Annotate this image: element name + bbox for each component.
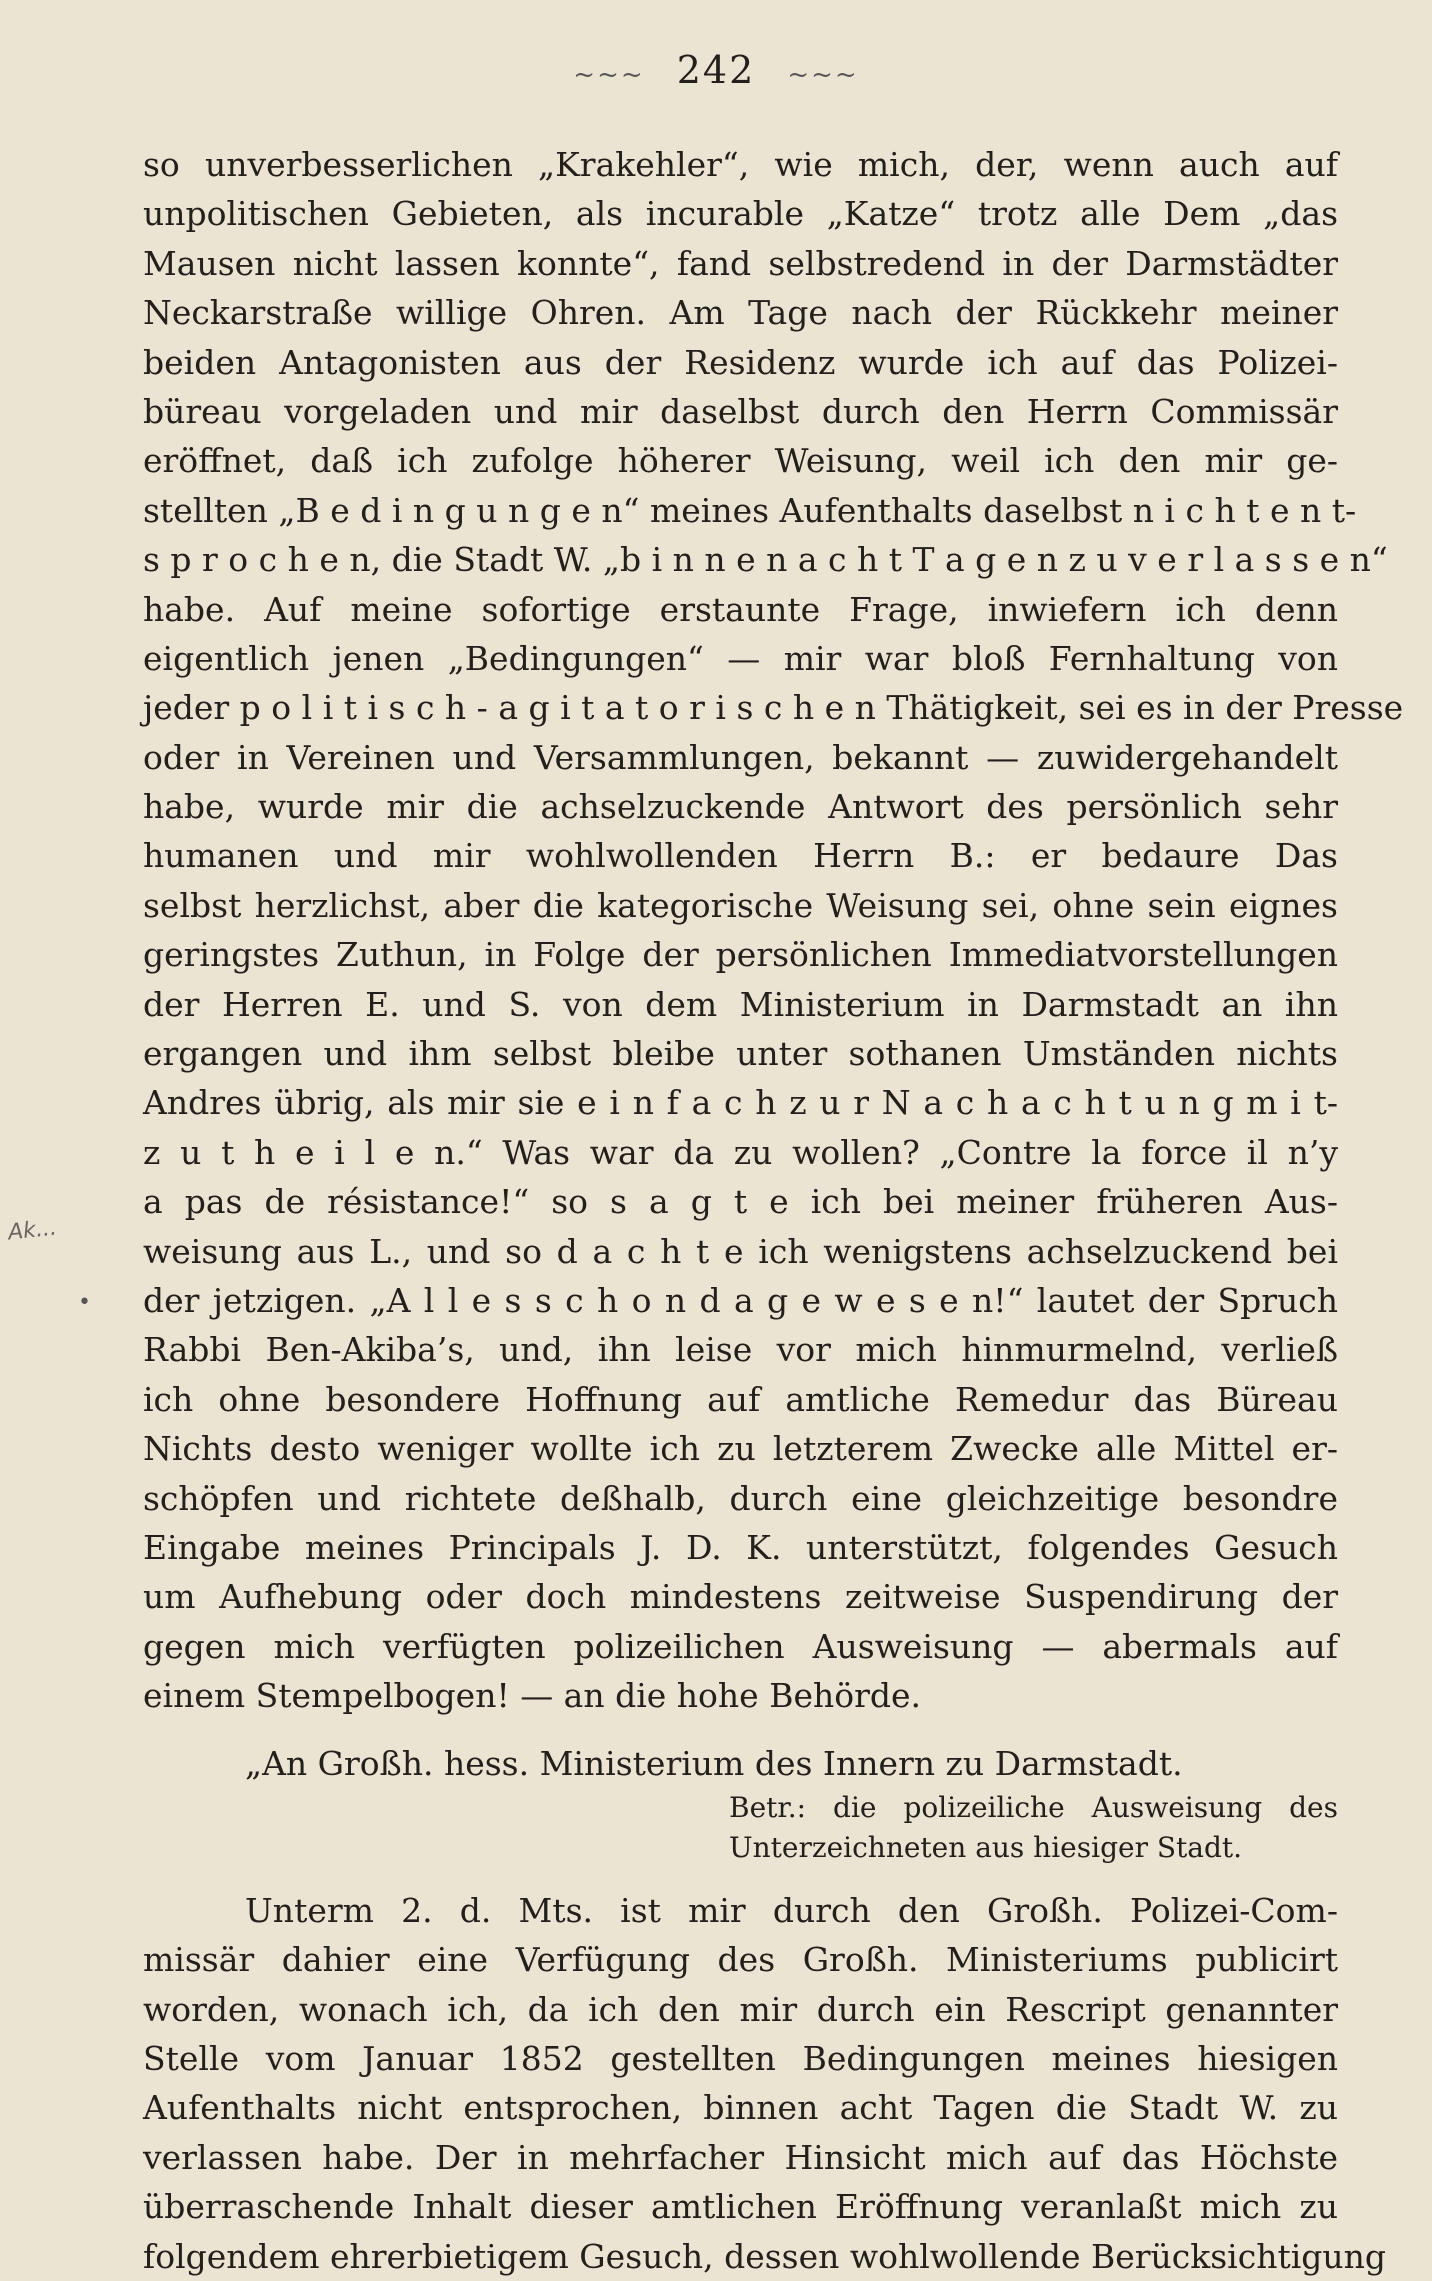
text-line: Andres übrig, als mir sie e i n f a c h z u r N a c h a c h t u n g m i t- xyxy=(143,1083,1338,1123)
text-line: Unterm 2. d. Mts. ist mir durch den Großh. Polizei-Com- xyxy=(245,1890,1338,1930)
text-line: einem Stempelbogen! — an die hohe Behörde. xyxy=(143,1676,922,1716)
text-line: Eingabe meines Principals J. D. K. unterstützt, folgendes Gesuch xyxy=(143,1527,1338,1567)
text-line: verlassen habe. Der in mehrfacher Hinsicht mich auf das Höchste xyxy=(143,2137,1338,2177)
letter-address: „An Großh. hess. Ministerium des Innern zu Darmstadt. xyxy=(245,1743,1183,1783)
subject-line: Unterzeichneten aus hiesiger Stadt. xyxy=(729,1830,1243,1864)
text-line: Stelle vom Januar 1852 gestellten Bedingungen meines hiesigen xyxy=(143,2039,1338,2079)
text-line: stellten „B e d i n g u n g e n“ meines Aufenthalts daselbst n i c h t e n t- xyxy=(143,490,1357,530)
text-line: eigentlich jenen „Bedingungen“ — mir war bloß Fernhaltung von xyxy=(143,638,1338,678)
text-line: der jetzigen. „A l l e s s c h o n d a g e w e s e n!“ lautet der Spruch xyxy=(143,1280,1338,1320)
text-line: eröffnet, daß ich zufolge höherer Weisung, weil ich den mir ge- xyxy=(143,441,1338,481)
text-line: folgendem ehrerbietigem Gesuch, dessen wohlwollende Berücksichtigung xyxy=(143,2236,1387,2276)
text-line: missär dahier eine Verfügung des Großh. Ministeriums publicirt xyxy=(143,1940,1338,1980)
text-line: s p r o c h e n, die Stadt W. „b i n n e n a c h t T a g e n z u v e r l a s s e n“ xyxy=(143,540,1388,580)
text-line: ergangen und ihm selbst bleibe unter sothanen Umständen nichts xyxy=(143,1034,1338,1074)
paragraph-2 xyxy=(143,1886,1387,2281)
text-line: um Aufhebung oder doch mindestens zeitweise Suspendirung der xyxy=(143,1577,1338,1617)
page-header xyxy=(0,48,1432,92)
text-line: ich ohne besondere Hoffnung auf amtliche Remedur das Büreau xyxy=(143,1379,1338,1419)
text-line: schöpfen und richtete deßhalb, durch eine gleichzeitige besondre xyxy=(143,1478,1338,1518)
header-ornament-right: ~~~ xyxy=(787,60,859,90)
text-line: jeder p o l i t i s c h - a g i t a t o r i s c h e n Thätigkeit, sei es in der Presse xyxy=(143,688,1404,728)
text-line: habe, wurde mir die achselzuckende Antwort des persönlich sehr xyxy=(143,787,1338,827)
text-line: der Herren E. und S. von dem Ministerium in Darmstadt an ihn xyxy=(143,984,1338,1024)
text-line: büreau vorgeladen und mir daselbst durch den Herrn Commissär xyxy=(143,391,1338,431)
text-line: Nichts desto weniger wollte ich zu letzterem Zwecke alle Mittel er- xyxy=(143,1429,1338,1469)
text-line: gegen mich verfügten polizeilichen Ausweisung — abermals auf xyxy=(143,1626,1338,1666)
text-line: habe. Auf meine sofortige erstaunte Frage, inwiefern ich denn xyxy=(143,589,1338,629)
text-line: geringstes Zuthun, in Folge der persönlichen Immediatvorstellungen xyxy=(143,935,1338,975)
page-body xyxy=(143,140,1404,2281)
header-ornament-left: ~~~ xyxy=(573,60,645,90)
margin-mark: • xyxy=(78,1290,91,1315)
letter-subject xyxy=(143,1788,1338,1868)
page-number: 242 xyxy=(676,48,756,92)
text-line: überraschende Inhalt dieser amtlichen Eröffnung veranlaßt mich zu xyxy=(143,2187,1338,2227)
text-line: so unverbesserlichen „Krakehler“, wie mich, der, wenn auch auf xyxy=(143,145,1338,184)
text-line: Mausen nicht lassen konnte“, fand selbstredend in der Darmstädter xyxy=(143,243,1338,283)
spacer xyxy=(143,1721,1338,1739)
text-line: Aufenthalts nicht entsprochen, binnen acht Tagen die Stadt W. zu xyxy=(143,2088,1338,2128)
text-line: Rabbi Ben-Akiba’s, und, ihn leise vor mich hinmurmelnd, verließ xyxy=(143,1330,1338,1370)
text-line: Neckarstraße willige Ohren. Am Tage nach der Rückkehr meiner xyxy=(143,293,1338,333)
spacer xyxy=(143,1868,1338,1886)
text-line: weisung aus L., und so d a c h t e ich wenigstens achselzuckend bei xyxy=(143,1231,1338,1271)
text-line: z u t h e i l e n.“ Was war da zu wollen? „Contre la force il n’y xyxy=(143,1132,1338,1172)
text-line: unpolitischen Gebieten, als incurable „Katze“ trotz alle Dem „das xyxy=(143,194,1338,234)
text-line: humanen und mir wohlwollenden Herrn B.: er bedaure Das xyxy=(143,836,1338,876)
text-line: worden, wonach ich, da ich den mir durch ein Rescript genannter xyxy=(143,1989,1338,2029)
handwritten-margin-note: Ak... xyxy=(6,1215,58,1246)
text-line: oder in Vereinen und Versammlungen, bekannt — zuwidergehandelt xyxy=(143,737,1338,777)
text-line: a pas de résistance!“ so s a g t e ich bei meiner früheren Aus- xyxy=(143,1182,1338,1222)
paragraph-1 xyxy=(143,140,1404,1721)
text-line: selbst herzlichst, aber die kategorische Weisung sei, ohne sein eignes xyxy=(143,885,1338,925)
subject-line: Betr.: die polizeiliche Ausweisung des xyxy=(729,1790,1338,1824)
text-line: beiden Antagonisten aus der Residenz wurde ich auf das Polizei- xyxy=(143,342,1338,382)
